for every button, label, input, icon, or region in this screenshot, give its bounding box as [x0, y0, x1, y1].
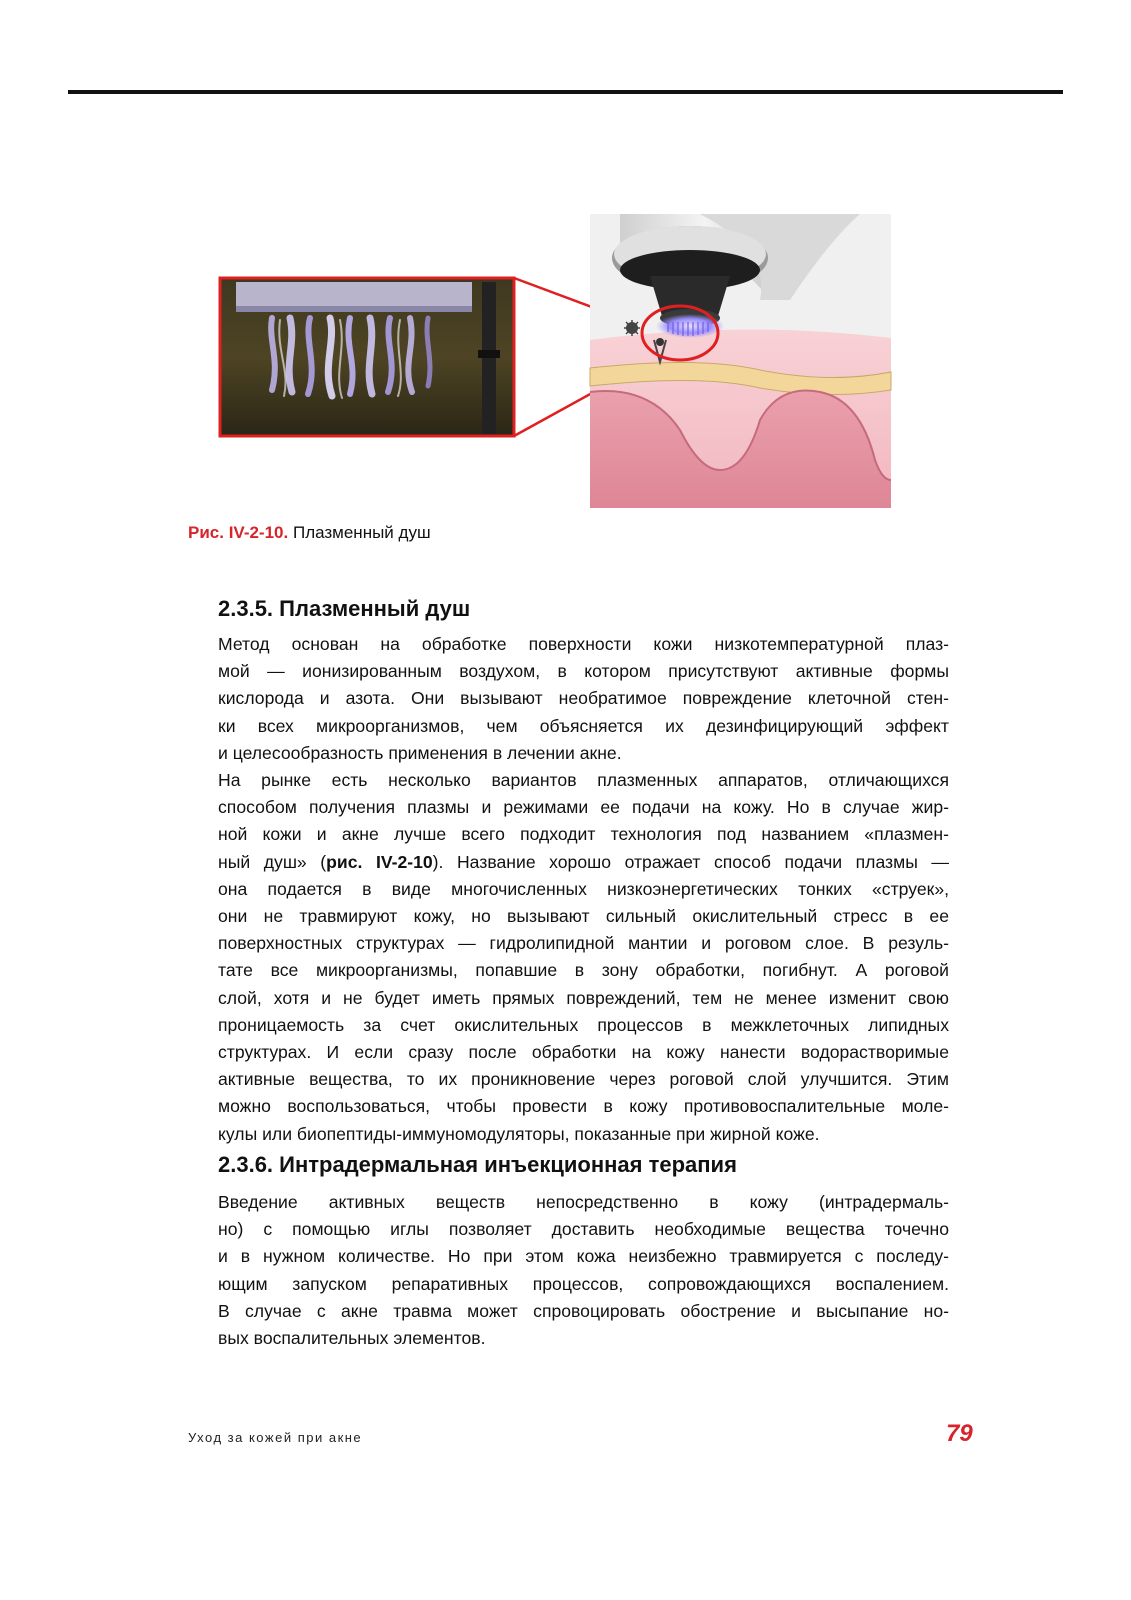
plasma-photo [220, 278, 514, 436]
paragraph-line: способом получения плазмы и режимами ее подачи на кожу. Но в случае жир- [218, 797, 949, 818]
paragraph-line: мой — ионизированным воздухом, в котором присутствуют активные формы [218, 661, 949, 682]
paragraph-line: структурах. И если сразу после обработки на кожу нанести водорастворимые [218, 1042, 949, 1063]
paragraph-line [218, 849, 949, 876]
section-heading-plasma-shower: 2.3.5. Плазменный душ [218, 596, 471, 621]
paragraph-line: В случае с акне травма может спровоцировать обострение и высыпание но- [218, 1300, 949, 1321]
paragraph-line: и целесообразность применения в лечении акне. [218, 742, 622, 763]
paragraph-line: Введение активных веществ непосредственно в кожу (интрадермаль- [218, 1192, 949, 1212]
text-span: ный душ» ( [218, 851, 327, 872]
text-span: ). Название хорошо отражает способ подачи плазмы — [432, 851, 949, 872]
figure-caption-text: Плазменный душ [292, 523, 431, 542]
paragraph-line: она подается в виде многочисленных низкоэнергетических тонких «струек», [218, 878, 949, 899]
paragraph-line: тате все микроорганизмы, попавшие в зону обработки, погибнут. А роговой [218, 960, 949, 981]
running-footer-title: Уход за кожей при акне [188, 1430, 363, 1445]
figure-plasma-shower [0, 0, 1131, 520]
paragraph-line: можно воспользоваться, чтобы провести в кожу противовоспалительные моле- [218, 1096, 949, 1117]
paragraph-line: и в нужном количестве. Но при этом кожа неизбежно травмируется с последу- [218, 1246, 949, 1267]
figure-reference: рис. IV-2-10 [326, 851, 433, 872]
paragraph-line: вых воспалительных элементов. [218, 1328, 486, 1349]
paragraph-line: ки всех микроорганизмов, чем объясняется их дезинфицирующий эффект [218, 715, 949, 736]
section-body-plasma-shower [218, 631, 949, 1148]
section-heading-intradermal: 2.3.6. Интрадермальная инъекционная терапия [218, 1152, 737, 1177]
paragraph-line: ной кожи и акне лучше всего подходит технология под названием «плазмен- [218, 824, 949, 845]
figure-caption [188, 523, 431, 543]
paragraph-line: поверхностных структурах — гидролипидной мантии и роговом слое. В резуль- [218, 933, 949, 954]
paragraph-line: На рынке есть несколько вариантов плазменных аппаратов, отличающихся [218, 770, 949, 791]
figure-label: Рис. IV-2-10. [188, 523, 289, 542]
paragraph-line: кислорода и азота. Они вызывают необратимое повреждение клеточной стен- [218, 688, 949, 709]
paragraph-line: проницаемость за счет окислительных процессов в межклеточных липидных [218, 1014, 949, 1035]
section-body-intradermal [218, 1189, 949, 1352]
paragraph-line: ющим запуском репаративных процессов, сопровождающихся воспалением. [218, 1273, 949, 1294]
page-number: 79 [946, 1420, 973, 1447]
paragraph-line: слой, хотя и не будет иметь прямых повреждений, тем не менее изменит свою [218, 987, 949, 1008]
paragraph-line: активные вещества, то их проникновение через роговой слой улучшится. Этим [218, 1069, 949, 1090]
skin-illustration [590, 214, 891, 508]
paragraph-line: они не травмируют кожу, но вызывают сильный окислительный стресс в ее [218, 906, 949, 927]
paragraph-line: кулы или биопептиды-иммуномодуляторы, показанные при жирной коже. [218, 1123, 820, 1144]
paragraph-line: Метод основан на обработке поверхности кожи низкотемпературной плаз- [218, 634, 949, 654]
paragraph-line: но) с помощью иглы позволяет доставить необходимые вещества точечно [218, 1219, 949, 1240]
